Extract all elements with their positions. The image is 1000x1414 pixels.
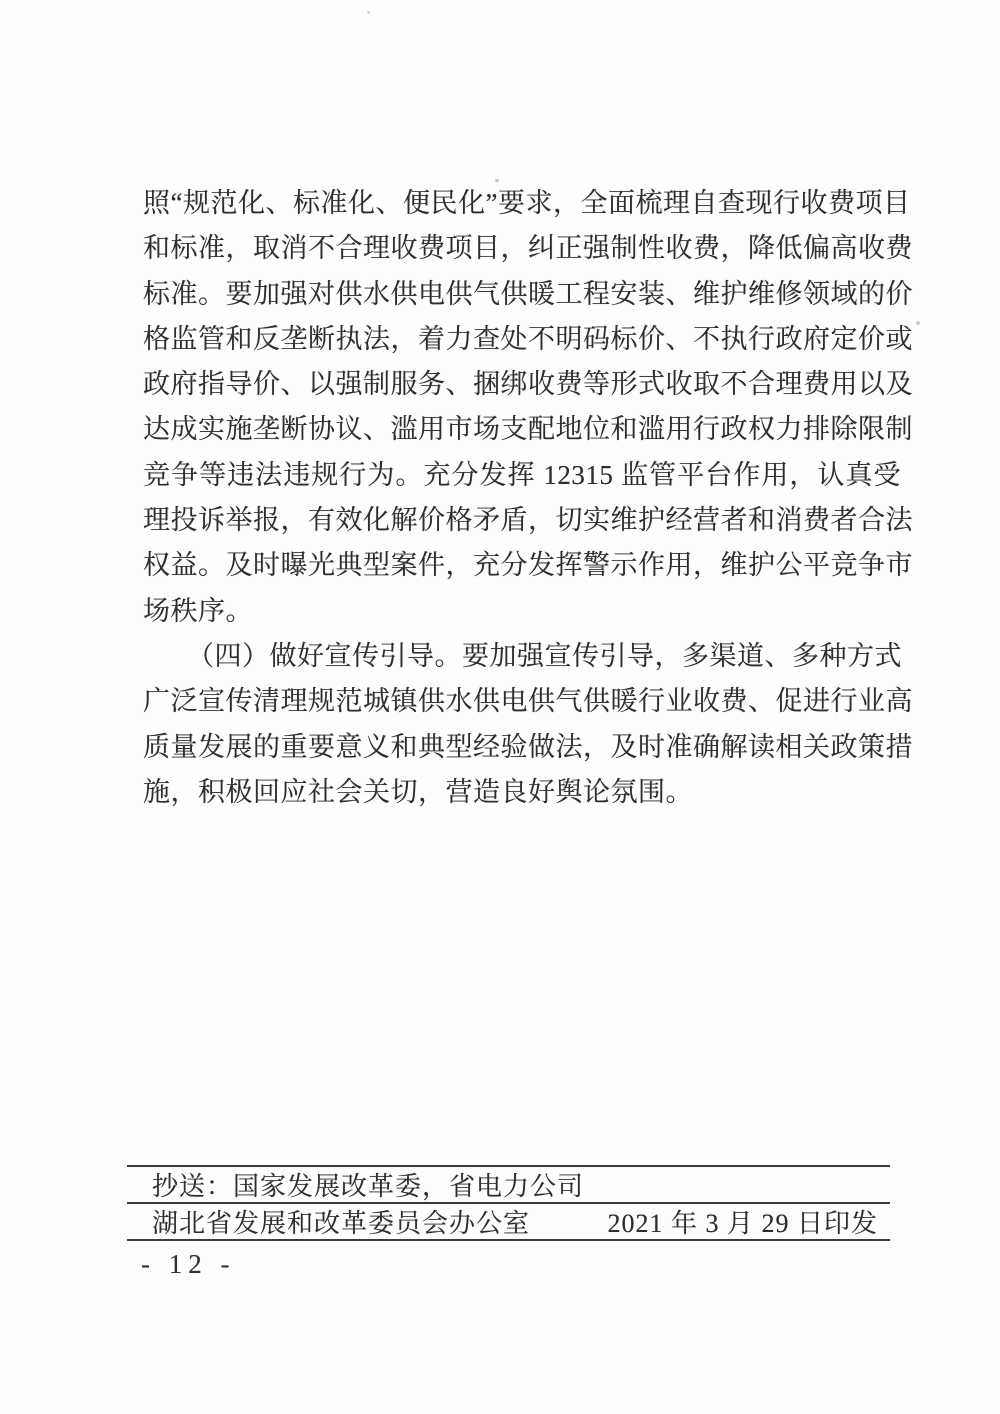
document-body (143, 181, 913, 815)
page-number: - 12 - (141, 1249, 236, 1279)
issuer-office: 湖北省发展和改革委员会办公室 (152, 1209, 531, 1238)
scan-speck (916, 321, 920, 325)
document-footer (127, 1165, 890, 1241)
issuer-row (127, 1204, 890, 1239)
body-line: 质量发展的重要意义和典型经验做法，及时准确解读相关政策措 (143, 731, 913, 762)
body-line: 标准。要加强对供水供电供气供暖工程安装、维护维修领域的价 (143, 278, 913, 309)
scan-speck (495, 179, 499, 182)
body-line: 和标准，取消不合理收费项目，纠正强制性收费，降低偏高收费 (143, 233, 913, 264)
cc-row (127, 1167, 890, 1202)
body-line: 达成实施垄断协议、滥用市场支配地位和滥用行政权力排除限制 (143, 414, 913, 445)
print-date: 2021 年 3 月 29 日印发 (607, 1209, 878, 1238)
scan-speck (367, 11, 370, 14)
cc-line: 抄送：国家发展改革委，省电力公司 (152, 1172, 585, 1201)
body-line: 竞争等违法违规行为。充分发挥 12315 监管平台作用，认真受 (143, 459, 901, 490)
body-line: 理投诉举报，有效化解价格矛盾，切实维护经营者和消费者合法 (143, 505, 913, 536)
body-line: 政府指导价、以强制服务、捆绑收费等形式收取不合理费用以及 (143, 369, 913, 400)
body-line-paragraph-start: （四）做好宣传引导。要加强宣传引导，多渠道、多种方式 (187, 640, 902, 671)
body-line: 照“规范化、标准化、便民化”要求，全面梳理自查现行收费项目 (143, 188, 911, 218)
body-line: 场秩序。 (143, 595, 253, 626)
body-line: 权益。及时曝光典型案件，充分发挥警示作用，维护公平竞争市 (143, 550, 913, 581)
body-line: 格监管和反垄断执法，着力查处不明码标价、不执行政府定价或 (143, 323, 913, 354)
body-line: 施，积极回应社会关切，营造良好舆论氛围。 (143, 776, 693, 807)
body-line: 广泛宣传清理规范城镇供水供电供气供暖行业收费、促进行业高 (143, 686, 913, 717)
